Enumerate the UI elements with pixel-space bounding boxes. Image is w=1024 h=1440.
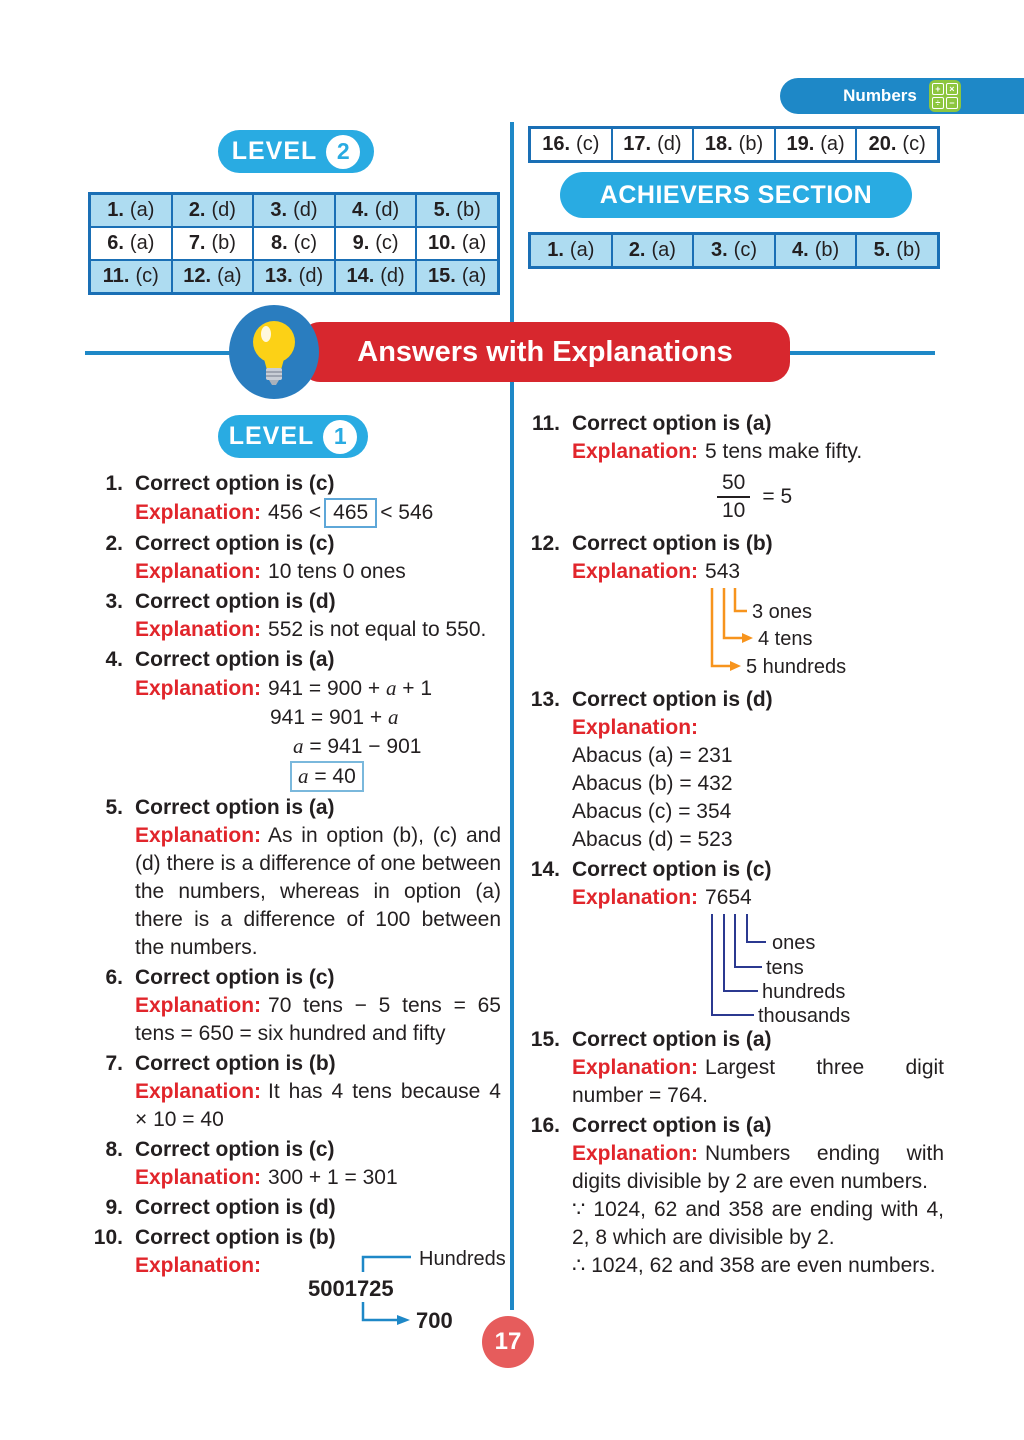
answers-banner (300, 322, 790, 382)
correct-option-heading: Correct option is (d) (572, 688, 773, 711)
answer-key-table-achievers (528, 232, 940, 269)
answer-cell: 10. (a) (416, 227, 498, 260)
explanation-text: Explanation: As in option (b), (c) and (d) there is a difference of one between the numbers, whereas in option (a) there is a difference of 100 between the numbers. (135, 824, 501, 959)
answer-cell: 13. (d) (253, 260, 335, 293)
explanation-label: Explanation: (572, 560, 699, 583)
answer-cell: 2. (a) (612, 234, 694, 267)
explanation-item-10 (85, 1224, 506, 1344)
answer-cell: 1. (a) (530, 234, 612, 267)
answer-cell: 4. (d) (335, 194, 417, 227)
equation-line: 941 = 901 + a (270, 705, 399, 729)
diagram-label-ones: ones (772, 932, 816, 954)
item-number: 8. (105, 1138, 123, 1161)
explanation-label: Explanation: (572, 886, 699, 909)
diagram-label-700: 700 (416, 1308, 453, 1333)
correct-option-heading: Correct option is (a) (135, 796, 335, 819)
explanations-column-right (522, 410, 944, 1282)
correct-option-heading: Correct option is (c) (135, 472, 335, 495)
explanation-text: Explanation: 543 (572, 560, 741, 583)
answer-cell: 6. (a) (90, 227, 172, 260)
answer-key-table-level2 (88, 192, 500, 295)
item-number: 2. (105, 532, 123, 555)
fraction: $\frac{50}{10}$ (717, 470, 750, 524)
item-number: 10. (93, 1226, 123, 1249)
answer-cell: 3. (c) (693, 234, 775, 267)
item-number: 1. (105, 472, 123, 495)
divide-icon: ÷ (932, 97, 944, 109)
explanation-text: Explanation: 7654 (572, 886, 752, 909)
answer-cell: 1. (a) (90, 194, 172, 227)
correct-option-heading: Correct option is (c) (135, 966, 335, 989)
correct-option-heading: Correct option is (b) (135, 1226, 336, 1249)
level2-badge-label: LEVEL (231, 137, 318, 165)
answer-cell: 16. (c) (530, 128, 612, 161)
plus-icon: + (932, 83, 944, 95)
explanation-text: Explanation: Numbers ending with digits divisible by 2 are even numbers. (572, 1142, 944, 1193)
answer-cell: 19. (a) (775, 128, 857, 161)
explanations-column-left (85, 470, 506, 1346)
answer-cell: 2. (d) (172, 194, 254, 227)
explanation-item-15 (522, 1026, 944, 1110)
item-number: 11. (531, 412, 560, 435)
correct-option-heading: Correct option is (c) (135, 532, 335, 555)
explanation-label: Explanation: (135, 560, 262, 583)
answer-cell: 9. (c) (335, 227, 417, 260)
answer-cell: 8. (c) (253, 227, 335, 260)
explanation-label: Explanation: (135, 1254, 262, 1277)
explanation-item-13 (522, 686, 944, 854)
explanation-label: Explanation: (135, 618, 262, 641)
diagram-label-ones: 3 ones (752, 601, 813, 623)
explanation-text: Explanation: 552 is not equal to 550. (135, 618, 487, 641)
boxed-number: 465 (324, 498, 377, 528)
diagram-label-hundreds: Hundreds (419, 1248, 506, 1270)
abacus-line: Abacus (b) = 432 (572, 772, 733, 795)
explanation-item-3 (85, 588, 501, 644)
item-number: 15. (530, 1028, 560, 1051)
explanation-label: Explanation: (572, 716, 699, 739)
explanation-text: Explanation: 300 + 1 = 301 (135, 1166, 398, 1189)
item-number: 6. (105, 966, 123, 989)
item-number: 12. (530, 532, 560, 555)
level1-badge (218, 415, 368, 458)
answer-cell: 4. (b) (775, 234, 857, 267)
answer-cell: 5. (b) (856, 234, 938, 267)
answer-cell: 7. (b) (172, 227, 254, 260)
item-number: 5. (105, 796, 123, 819)
explanation-label: Explanation: (135, 994, 262, 1017)
fraction-equation: $\frac{50}{10}$ = 5 (717, 470, 944, 524)
explanation-label: Explanation: (135, 1166, 262, 1189)
explanation-item-1 (85, 470, 501, 528)
diagram-label-hundreds: hundreds (762, 981, 846, 1003)
column-divider (510, 122, 514, 1310)
lightbulb-icon (228, 304, 320, 400)
achievers-section-badge (560, 172, 912, 218)
item-number: 3. (105, 590, 123, 613)
correct-option-heading: Correct option is (d) (135, 1196, 336, 1219)
correct-option-heading: Correct option is (b) (135, 1052, 336, 1075)
correct-option-heading: Correct option is (b) (572, 532, 773, 555)
explanation-item-16 (522, 1112, 944, 1280)
equation-line: a = 941 − 901 (293, 734, 422, 758)
correct-option-heading: Correct option is (a) (572, 412, 772, 435)
level1-badge-label: LEVEL (228, 422, 315, 450)
item-number: 7. (105, 1052, 123, 1075)
answer-cell: 11. (c) (90, 260, 172, 293)
explanation-item-12 (522, 530, 944, 684)
chapter-tab-label: Numbers (843, 86, 917, 105)
explanation-item-4 (85, 646, 501, 792)
abacus-line: Abacus (d) = 523 (572, 828, 733, 851)
diagram-label-tens: tens (766, 957, 804, 979)
diagram-label-thousands: thousands (758, 1005, 851, 1024)
explanation-label: Explanation: (572, 1056, 699, 1079)
correct-option-heading: Correct option is (d) (135, 590, 336, 613)
explanation-item-5 (85, 794, 501, 962)
explanation-text: Explanation: 456 < 465 < 546 (135, 498, 501, 528)
answer-cell: 15. (a) (416, 260, 498, 293)
explanation-label: Explanation: (572, 440, 699, 463)
explanation-text: Explanation: 5 tens make fifty. (572, 440, 863, 463)
explanation-item-2 (85, 530, 501, 586)
item-number: 13. (530, 688, 560, 711)
explanation-text: Explanation: Largest three digit number = 764. (572, 1056, 944, 1107)
answer-cell: 12. (a) (172, 260, 254, 293)
multiply-icon: × (946, 83, 958, 95)
answer-key-table-16-20 (528, 126, 940, 163)
banner-title: Answers with Explanations (357, 335, 733, 368)
minus-icon: − (946, 97, 958, 109)
correct-option-heading: Correct option is (c) (135, 1138, 335, 1161)
explanation-label: Explanation: (572, 1142, 699, 1165)
equation-line (135, 761, 501, 792)
answer-cell: 5. (b) (416, 194, 498, 227)
boxed-equation: a = 40 (290, 761, 364, 792)
diagram-label-hundreds: 5 hundreds (746, 656, 847, 678)
correct-option-heading: Correct option is (a) (572, 1114, 772, 1137)
answer-cell: 14. (d) (335, 260, 417, 293)
place-value-diagram-5001725 (135, 1248, 506, 1344)
chapter-tab (780, 78, 1024, 114)
explanation-label: Explanation: (135, 501, 262, 524)
item-number: 14. (530, 858, 560, 881)
explanation-item-8 (85, 1136, 501, 1192)
explanation-item-9 (85, 1194, 501, 1222)
explanation-item-6 (85, 964, 501, 1048)
explanation-label: Explanation: (135, 677, 262, 700)
explanation-text: Explanation: It has 4 tens because 4 × 10 = 40 (135, 1080, 501, 1131)
correct-option-heading: Correct option is (c) (572, 858, 772, 881)
item-number: 16. (530, 1114, 560, 1137)
diagram-label-tens: 4 tens (758, 628, 813, 650)
answer-cell: 18. (b) (693, 128, 775, 161)
place-value-diagram-7654 (700, 912, 1024, 1024)
answer-cell: 20. (c) (856, 128, 938, 161)
equation-line: Explanation: 941 = 900 + a + 1 (135, 676, 433, 700)
level1-badge-number: 1 (323, 420, 357, 454)
explanation-item-11 (522, 410, 944, 528)
therefore-statement: ∴ 1024, 62 and 358 are even numbers. (572, 1254, 936, 1277)
item-number: 4. (105, 648, 123, 671)
correct-option-heading: Correct option is (a) (135, 648, 335, 671)
because-statement: ∵ 1024, 62 and 358 are ending with 4, 2, 8 which are divisible by 2. (572, 1198, 944, 1249)
level2-badge (218, 130, 374, 173)
place-value-diagram-543 (700, 586, 1000, 684)
explanation-label: Explanation: (135, 1080, 262, 1103)
correct-option-heading: Correct option is (a) (572, 1028, 772, 1051)
level2-badge-number: 2 (326, 135, 360, 169)
explanation-text: Explanation: 70 tens − 5 tens = 65 tens = 650 = six hundred and fifty (135, 994, 501, 1045)
explanation-item-7 (85, 1050, 501, 1134)
page-number-badge (482, 1316, 534, 1368)
page-number: 17 (494, 1328, 522, 1355)
explanation-label: Explanation: (135, 824, 262, 847)
diagram-number: 5001725 (308, 1276, 394, 1301)
explanation-text: Explanation: 10 tens 0 ones (135, 560, 406, 583)
answer-cell: 3. (d) (253, 194, 335, 227)
abacus-line: Abacus (a) = 231 (572, 744, 733, 767)
answer-cell: 17. (d) (612, 128, 694, 161)
abacus-line: Abacus (c) = 354 (572, 800, 732, 823)
explanation-item-14 (522, 856, 944, 1024)
calculator-icon (929, 80, 961, 112)
item-number: 9. (105, 1196, 123, 1219)
achievers-section-title: ACHIEVERS SECTION (599, 180, 873, 209)
